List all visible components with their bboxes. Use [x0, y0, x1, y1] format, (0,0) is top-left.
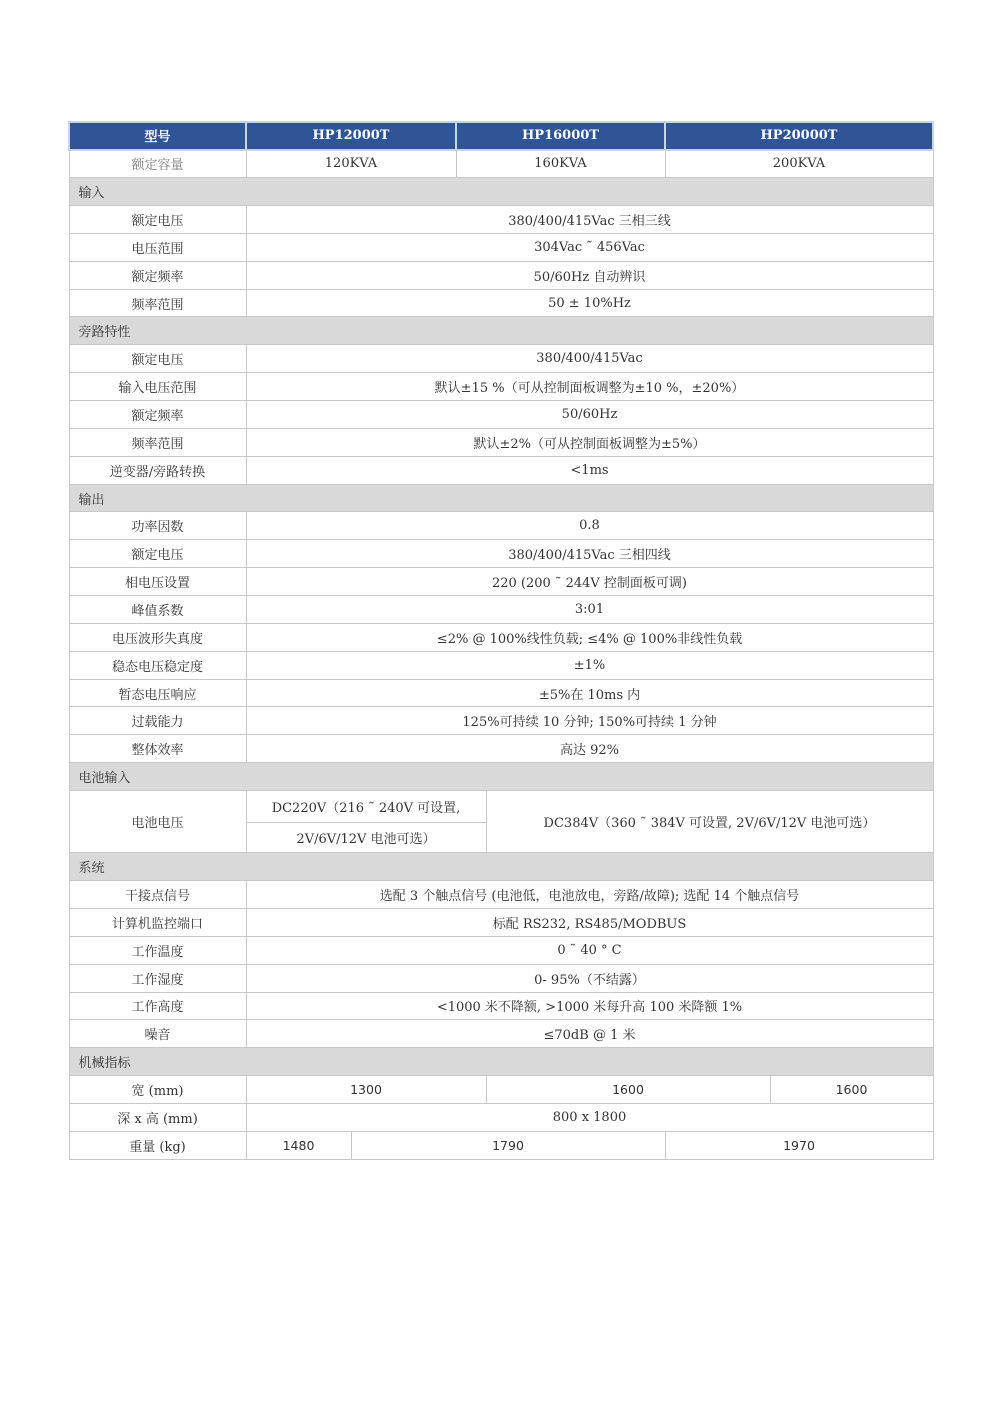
- spec-label: 干接点信号: [69, 881, 246, 909]
- spec-value: 0.8: [246, 512, 933, 540]
- spec-label: 计算机监控端口: [69, 908, 246, 936]
- spec-value: 380/400/415Vac 三相四线: [246, 540, 933, 568]
- depth-height-row: [69, 1103, 933, 1131]
- spec-row: [69, 992, 933, 1020]
- width-value: 1300: [246, 1076, 486, 1104]
- header-row: [69, 122, 933, 150]
- spec-row: [69, 651, 933, 679]
- spec-label: 逆变器/旁路转换: [69, 456, 246, 484]
- spec-label: 相电压设置: [69, 568, 246, 596]
- spec-value: ±1%: [246, 651, 933, 679]
- spec-row: [69, 881, 933, 909]
- spec-value: 标配 RS232, RS485/MODBUS: [246, 908, 933, 936]
- capacity-value: 160KVA: [456, 150, 665, 178]
- spec-row: [69, 540, 933, 568]
- spec-row: [69, 401, 933, 429]
- spec-label: 额定频率: [69, 401, 246, 429]
- spec-row: [69, 735, 933, 763]
- section-row: [69, 763, 933, 791]
- spec-value: 50 ± 10%Hz: [246, 289, 933, 317]
- spec-value: 50/60Hz 自动辨识: [246, 261, 933, 289]
- spec-row: [69, 936, 933, 964]
- section-title-output: 输出: [69, 484, 933, 512]
- section-title-input: 输入: [69, 178, 933, 206]
- weight-label: 重量 (kg): [69, 1131, 246, 1159]
- spec-value: ≤2% @ 100%线性负载; ≤4% @ 100%非线性负载: [246, 623, 933, 651]
- spec-row: [69, 373, 933, 401]
- spec-label: 暂态电压响应: [69, 679, 246, 707]
- spec-row: [69, 568, 933, 596]
- section-title-battery: 电池输入: [69, 763, 933, 791]
- spec-label: 工作湿度: [69, 964, 246, 992]
- spec-label: 工作高度: [69, 992, 246, 1020]
- battery-voltage-value-line1: DC220V（216 ˜ 240V 可设置,: [246, 791, 486, 823]
- spec-label: 工作温度: [69, 936, 246, 964]
- spec-row: [69, 908, 933, 936]
- spec-row: [69, 679, 933, 707]
- section-row: [69, 178, 933, 206]
- spec-row: [69, 623, 933, 651]
- spec-label: 稳态电压稳定度: [69, 651, 246, 679]
- capacity-value: 120KVA: [246, 150, 456, 178]
- capacity-row: [69, 150, 933, 178]
- weight-value: 1970: [665, 1131, 933, 1159]
- spec-value: 选配 3 个触点信号 (电池低，电池放电，旁路/故障); 选配 14 个触点信号: [246, 881, 933, 909]
- capacity-value: 200KVA: [665, 150, 933, 178]
- spec-row: [69, 428, 933, 456]
- spec-value: 50/60Hz: [246, 401, 933, 429]
- spec-value: 默认±15 %（可从控制面板调整为±10 %，±20%）: [246, 373, 933, 401]
- spec-label: 额定电压: [69, 345, 246, 373]
- weight-row: [69, 1131, 933, 1159]
- section-row: [69, 317, 933, 345]
- spec-table: [68, 121, 934, 1160]
- spec-value: 125%可持续 10 分钟; 150%可持续 1 分钟: [246, 707, 933, 735]
- spec-value: 220 (200 ˜ 244V 控制面板可调): [246, 568, 933, 596]
- depth-height-value: 800 x 1800: [246, 1103, 933, 1131]
- width-value: 1600: [486, 1076, 770, 1104]
- spec-label: 频率范围: [69, 289, 246, 317]
- spec-value: <1ms: [246, 456, 933, 484]
- weight-value: 1790: [351, 1131, 665, 1159]
- spec-value: 高达 92%: [246, 735, 933, 763]
- width-label: 宽 (mm): [69, 1076, 246, 1104]
- spec-row: [69, 289, 933, 317]
- battery-voltage-label: 电池电压: [69, 791, 246, 853]
- spec-row: [69, 596, 933, 624]
- spec-value: ≤70dB @ 1 米: [246, 1020, 933, 1048]
- depth-height-label: 深 x 高 (mm): [69, 1103, 246, 1131]
- width-value: 1600: [770, 1076, 933, 1104]
- spec-label: 频率范围: [69, 428, 246, 456]
- spec-label: 电压波形失真度: [69, 623, 246, 651]
- spec-label: 峰值系数: [69, 596, 246, 624]
- spec-row: [69, 206, 933, 234]
- battery-voltage-value: DC384V（360 ˜ 384V 可设置, 2V/6V/12V 电池可选）: [486, 791, 933, 853]
- model-hp12000t: HP12000T: [246, 122, 456, 150]
- spec-label: 额定电压: [69, 206, 246, 234]
- section-row: [69, 1048, 933, 1076]
- spec-row: [69, 964, 933, 992]
- model-hp16000t: HP16000T: [456, 122, 665, 150]
- spec-label: 过载能力: [69, 707, 246, 735]
- spec-label: 噪音: [69, 1020, 246, 1048]
- spec-value: ±5%在 10ms 内: [246, 679, 933, 707]
- spec-row: [69, 512, 933, 540]
- spec-value: 默认±2%（可从控制面板调整为±5%）: [246, 428, 933, 456]
- model-hp20000t: HP20000T: [665, 122, 933, 150]
- battery-row: [69, 791, 933, 823]
- section-title-system: 系统: [69, 853, 933, 881]
- spec-value: 380/400/415Vac: [246, 345, 933, 373]
- spec-value: 3:01: [246, 596, 933, 624]
- section-title-mechanical: 机械指标: [69, 1048, 933, 1076]
- spec-label: 额定电压: [69, 540, 246, 568]
- spec-value: 304Vac ˜ 456Vac: [246, 233, 933, 261]
- spec-value: <1000 米不降额, >1000 米每升高 100 米降额 1%: [246, 992, 933, 1020]
- width-row: [69, 1076, 933, 1104]
- spec-value: 0 ˜ 40 ° C: [246, 936, 933, 964]
- spec-row: [69, 456, 933, 484]
- weight-value: 1480: [246, 1131, 351, 1159]
- spec-value: 380/400/415Vac 三相三线: [246, 206, 933, 234]
- spec-row: [69, 707, 933, 735]
- spec-label: 额定频率: [69, 261, 246, 289]
- spec-row: [69, 345, 933, 373]
- section-row: [69, 853, 933, 881]
- spec-label: 整体效率: [69, 735, 246, 763]
- capacity-label: 额定容量: [69, 150, 246, 178]
- section-row: [69, 484, 933, 512]
- spec-value: 0- 95%（不结露）: [246, 964, 933, 992]
- battery-voltage-value-line2: 2V/6V/12V 电池可选）: [246, 823, 486, 853]
- spec-row: [69, 1020, 933, 1048]
- section-title-bypass: 旁路特性: [69, 317, 933, 345]
- spec-label: 输入电压范围: [69, 373, 246, 401]
- spec-row: [69, 261, 933, 289]
- spec-label: 电压范围: [69, 233, 246, 261]
- spec-row: [69, 233, 933, 261]
- spec-label: 功率因数: [69, 512, 246, 540]
- model-header: 型号: [69, 122, 246, 150]
